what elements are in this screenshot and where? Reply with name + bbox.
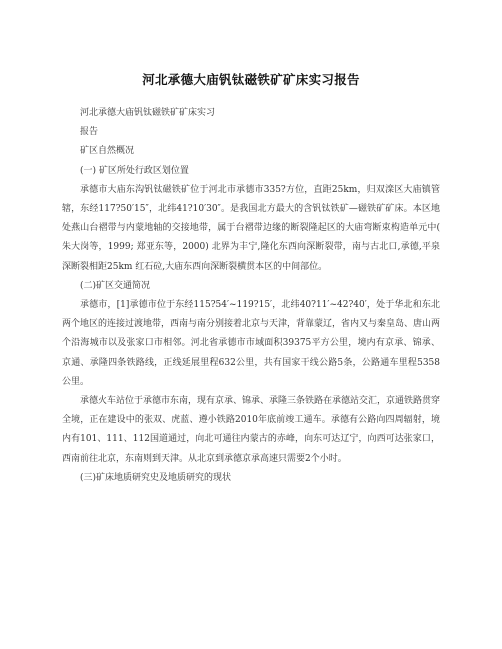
body-paragraph: 承德火车站位于承德市东南，现有京承、锦承、承隆三条铁路在承德站交汇，京通铁路贯穿全境，正在建设中的张双、虎蓝、遵小铁路2010年底前竣工通车。承德有公路向四周辐射，境内有101、111、112国道通过，向北可通往内蒙古的赤峰，向东可达辽宁，向西可达张家口，西南前往北京，东南则到天津。从北京到承德京承高速只需要2个小时。 [62,396,441,464]
paragraph-report-label: 报告 [80,127,99,138]
document-title: 河北承德大庙钒钛磁铁矿矿床实习报告 [142,72,360,87]
subsection-heading: (二)矿区交通简况 [80,280,151,291]
body-paragraph: 承德市，[1]承德市位于东经115?54′~119?15′，北纬40?11′~42?40′，处于华北和东北两个地区的连接过渡地带，西南与南分别接着北京与天津，背靠蒙辽，省内又与秦皇岛、唐山两个沿海城市以及张家口市相邻。河北省承德市市域面积39375平方公里，境内有京承、锦承、京通、承隆四条铁路线，正线延展里程632公里，共有国家干线公路5条，公路通车里程5358公里。 [62,300,441,387]
subsection-heading: (一) 矿区所处行政区划位置 [80,165,189,176]
paragraph-heading-line: 河北承德大庙钒钛磁铁矿矿床实习 [80,108,216,118]
body-paragraph: 承德市大庙东沟钒钛磁铁矿位于河北市承德市335?方位，直距25km，归双滦区大庙镇管辖，东经117?50′15″，北纬41?10′30″。是我国北方最大的含钒钛铁矿—磁铁矿矿床。本区地处燕山台褶带与内蒙地轴的交接地带，属于台褶带边缘的断裂隆起区的大庙弯断束构造单元中( 朱大岗等，1999; 郑亚东等，2000) 北界为丰宁,隆化东西向深断裂带，南与古北口,承德,平泉深断裂相距25km 红石砬,大庙东西向深断裂横贯本区的中间部位。 [62,184,440,272]
document-body [62,104,440,488]
section-heading: 矿区自然概况 [80,146,135,157]
subsection-heading: (三)矿床地质研究史及地质研究的现状 [80,472,232,483]
